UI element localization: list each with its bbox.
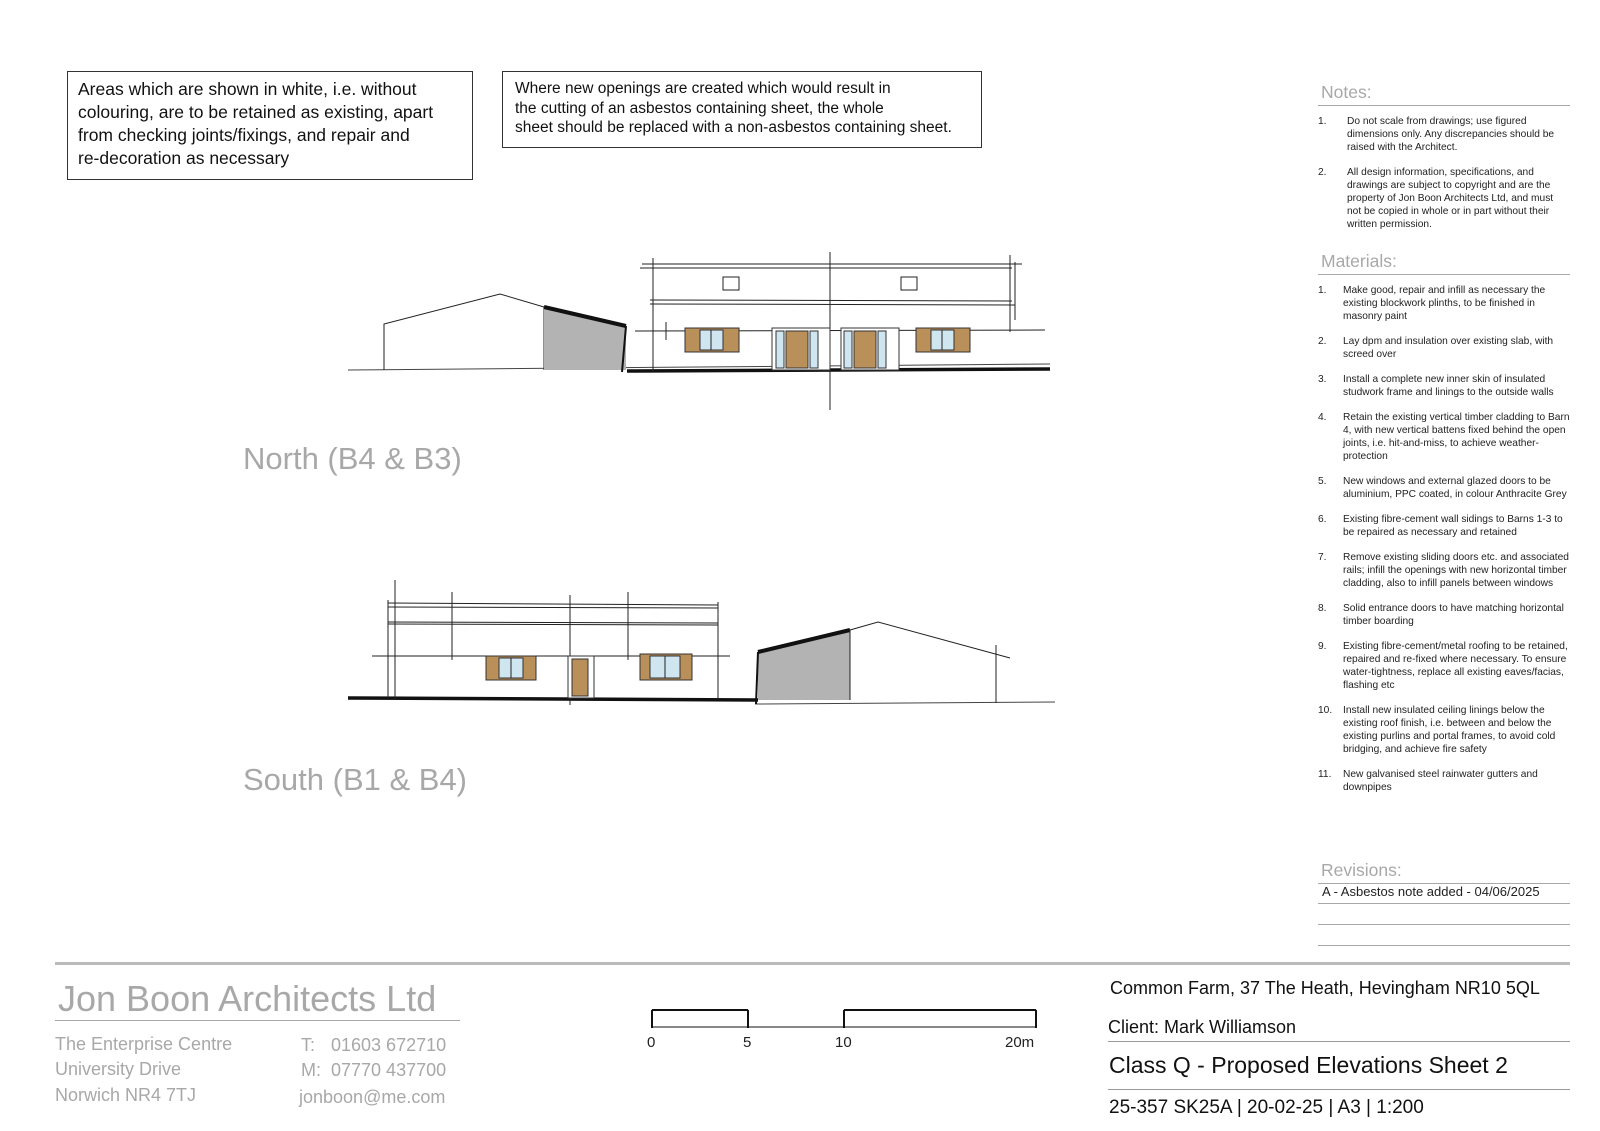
revision-rule [1318, 924, 1570, 925]
material-item [1318, 640, 1570, 692]
material-number: 5. [1318, 476, 1327, 487]
revision-entry: A - Asbestos note added - 04/06/2025 [1322, 884, 1540, 899]
material-number: 11. [1318, 769, 1332, 780]
material-number: 7. [1318, 552, 1327, 563]
material-text: Install new insulated ceiling linings below the existing roof finish, i.e. between and below the existing purlins and portal frames, to avoid cold bridging, and achieve fire safety [1343, 705, 1556, 755]
notes-list [1318, 115, 1570, 231]
address-line: Norwich NR4 7TJ [55, 1085, 197, 1105]
material-text: Make good, repair and infill as necessary the existing blockwork plinths, to be finished in masonry paint [1343, 285, 1546, 322]
note-text: Do not scale from drawings; use figured dimensions only. Any discrepancies should be raised with the Architect. [1347, 116, 1555, 153]
title-block-rule [55, 962, 1570, 965]
north-elevation-drawing [348, 252, 1050, 410]
drawing-reference: 25-357 SK25A | 20-02-25 | A3 | 1:200 [1109, 1097, 1424, 1118]
email-address: jonboon@me.com [299, 1087, 446, 1107]
material-item [1318, 475, 1570, 501]
material-number: 6. [1318, 514, 1327, 525]
material-text: New windows and external glazed doors to be aluminium, PPC coated, in colour Anthracite Grey [1343, 476, 1567, 500]
material-item [1318, 411, 1570, 463]
material-item [1318, 768, 1570, 794]
retained-note-line: from checking joints/fixings, and repair and [78, 125, 410, 145]
material-item [1318, 513, 1570, 539]
north-elevation-label: North (B4 & B3) [243, 441, 462, 476]
revision-rule [1318, 903, 1570, 904]
retained-note-line: re-decoration as necessary [78, 148, 290, 168]
material-text: Remove existing sliding doors etc. and associated rails; infill the openings with new horizontal timber cladding, also to infill panels between windows [1343, 552, 1569, 589]
retained-note-line: colouring, are to be retained as existing, apart [78, 102, 434, 122]
revisions-heading: Revisions: [1318, 858, 1570, 884]
title-block-divider [1108, 1089, 1570, 1090]
scale-label: 0 [647, 1034, 656, 1051]
material-number: 8. [1318, 603, 1327, 614]
material-item [1318, 602, 1570, 628]
materials-list [1318, 284, 1570, 794]
mobile-label: M: [301, 1060, 321, 1080]
mobile-number: 07770 437700 [331, 1060, 447, 1080]
drawing-title: Class Q - Proposed Elevations Sheet 2 [1109, 1052, 1508, 1078]
sidebar-notes [1318, 80, 1570, 806]
materials-heading: Materials: [1318, 249, 1570, 275]
scale-label: 5 [743, 1034, 752, 1051]
note-item [1318, 115, 1570, 154]
material-number: 1. [1318, 285, 1327, 296]
south-elevation-label: South (B1 & B4) [243, 762, 468, 797]
material-text: New galvanised steel rainwater gutters and downpipes [1343, 769, 1538, 793]
notes-heading: Notes: [1318, 80, 1570, 106]
material-text: Retain the existing vertical timber cladding to Barn 4, with new vertical battens fixed behind the open joints, i.e. hit-and-miss, to achieve weather-protection [1343, 412, 1570, 462]
scale-label: 10 [835, 1034, 852, 1051]
scale-label: 20m [1005, 1034, 1035, 1051]
site-address: Common Farm, 37 The Heath, Hevingham NR10 5QL [1110, 978, 1540, 998]
firm-underline [55, 1020, 460, 1021]
note-item [1318, 166, 1570, 231]
material-text: Existing fibre-cement/metal roofing to be retained, repaired and re-fixed where necessary. To ensure water-tightness, replace all existing eaves/facias, flashing etc [1343, 641, 1568, 691]
material-text: Lay dpm and insulation over existing slab, with screed over [1343, 336, 1554, 360]
material-item [1318, 284, 1570, 323]
scale-bar [652, 1010, 1036, 1028]
retained-note-line: Areas which are shown in white, i.e. without [78, 79, 417, 99]
material-number: 4. [1318, 412, 1327, 423]
material-text: Install a complete new inner skin of insulated studwork frame and linings to the outside walls [1343, 374, 1554, 398]
address-line: University Drive [55, 1059, 182, 1079]
material-number: 10. [1318, 705, 1333, 716]
client-name: Client: Mark Williamson [1108, 1017, 1297, 1037]
firm-name: Jon Boon Architects Ltd [58, 978, 437, 1019]
material-item [1318, 551, 1570, 590]
revision-rule [1318, 945, 1570, 946]
material-text: Solid entrance doors to have matching horizontal timber boarding [1343, 603, 1564, 627]
note-number: 2. [1318, 167, 1327, 178]
south-elevation-drawing [348, 580, 1055, 705]
material-number: 3. [1318, 374, 1327, 385]
note-text: All design information, specifications, and drawings are subject to copyright and are the property of Jon Boon Architects Ltd, and must not be copied in whole or in part without their written permission. [1347, 167, 1554, 230]
material-item [1318, 704, 1570, 756]
title-block-divider [1108, 1041, 1570, 1042]
material-item [1318, 335, 1570, 361]
material-text: Existing fibre-cement wall sidings to Barns 1-3 to be repaired as necessary and retained [1343, 514, 1563, 538]
material-item [1318, 373, 1570, 399]
phone-number: 01603 672710 [331, 1035, 447, 1055]
material-number: 9. [1318, 641, 1327, 652]
material-number: 2. [1318, 336, 1327, 347]
phone-label: T: [301, 1035, 316, 1055]
note-number: 1. [1318, 116, 1327, 127]
asbestos-note-line: the cutting of an asbestos containing sheet, the whole [515, 99, 884, 117]
address-line: The Enterprise Centre [55, 1034, 233, 1054]
asbestos-note-line: Where new openings are created which would result in [515, 80, 891, 97]
asbestos-note-line: sheet should be replaced with a non-asbestos containing sheet. [515, 119, 952, 136]
